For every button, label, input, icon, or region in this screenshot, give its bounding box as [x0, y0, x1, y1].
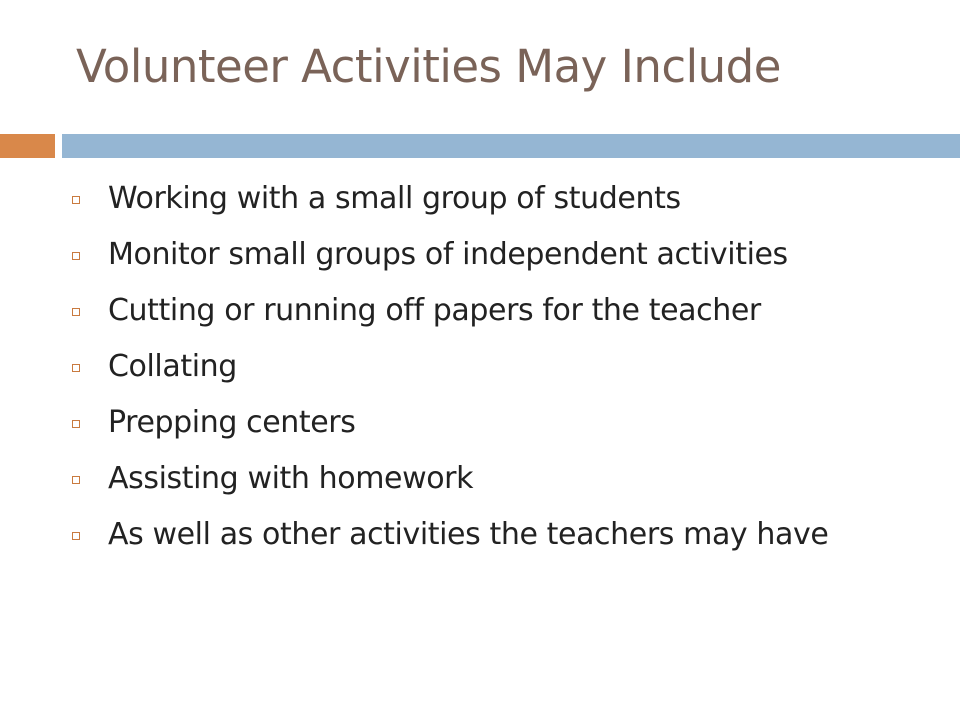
list-item [70, 288, 920, 334]
list-item-text: Cutting or running off papers for the teacher [108, 293, 761, 328]
square-bullet-icon [72, 308, 80, 316]
list-item [70, 176, 920, 222]
list-item [70, 400, 920, 446]
list-item-text: Working with a small group of students [108, 181, 681, 216]
square-bullet-icon [72, 420, 80, 428]
square-bullet-icon [72, 364, 80, 372]
list-item-text: Collating [108, 349, 237, 384]
square-bullet-icon [72, 252, 80, 260]
square-bullet-icon [72, 476, 80, 484]
square-bullet-icon [72, 532, 80, 540]
title-accent-bar [0, 134, 55, 158]
list-item-text: As well as other activities the teachers may have [108, 517, 829, 552]
slide-title: Volunteer Activities May Include [76, 40, 781, 93]
list-item-text: Assisting with homework [108, 461, 474, 496]
square-bullet-icon [72, 196, 80, 204]
list-item [70, 512, 920, 558]
list-item [70, 344, 920, 390]
list-item-text: Prepping centers [108, 405, 356, 440]
list-item-text: Monitor small groups of independent activities [108, 237, 788, 272]
list-item [70, 456, 920, 502]
title-divider-bar [62, 134, 960, 158]
bullet-list [70, 176, 920, 568]
list-item [70, 232, 920, 278]
